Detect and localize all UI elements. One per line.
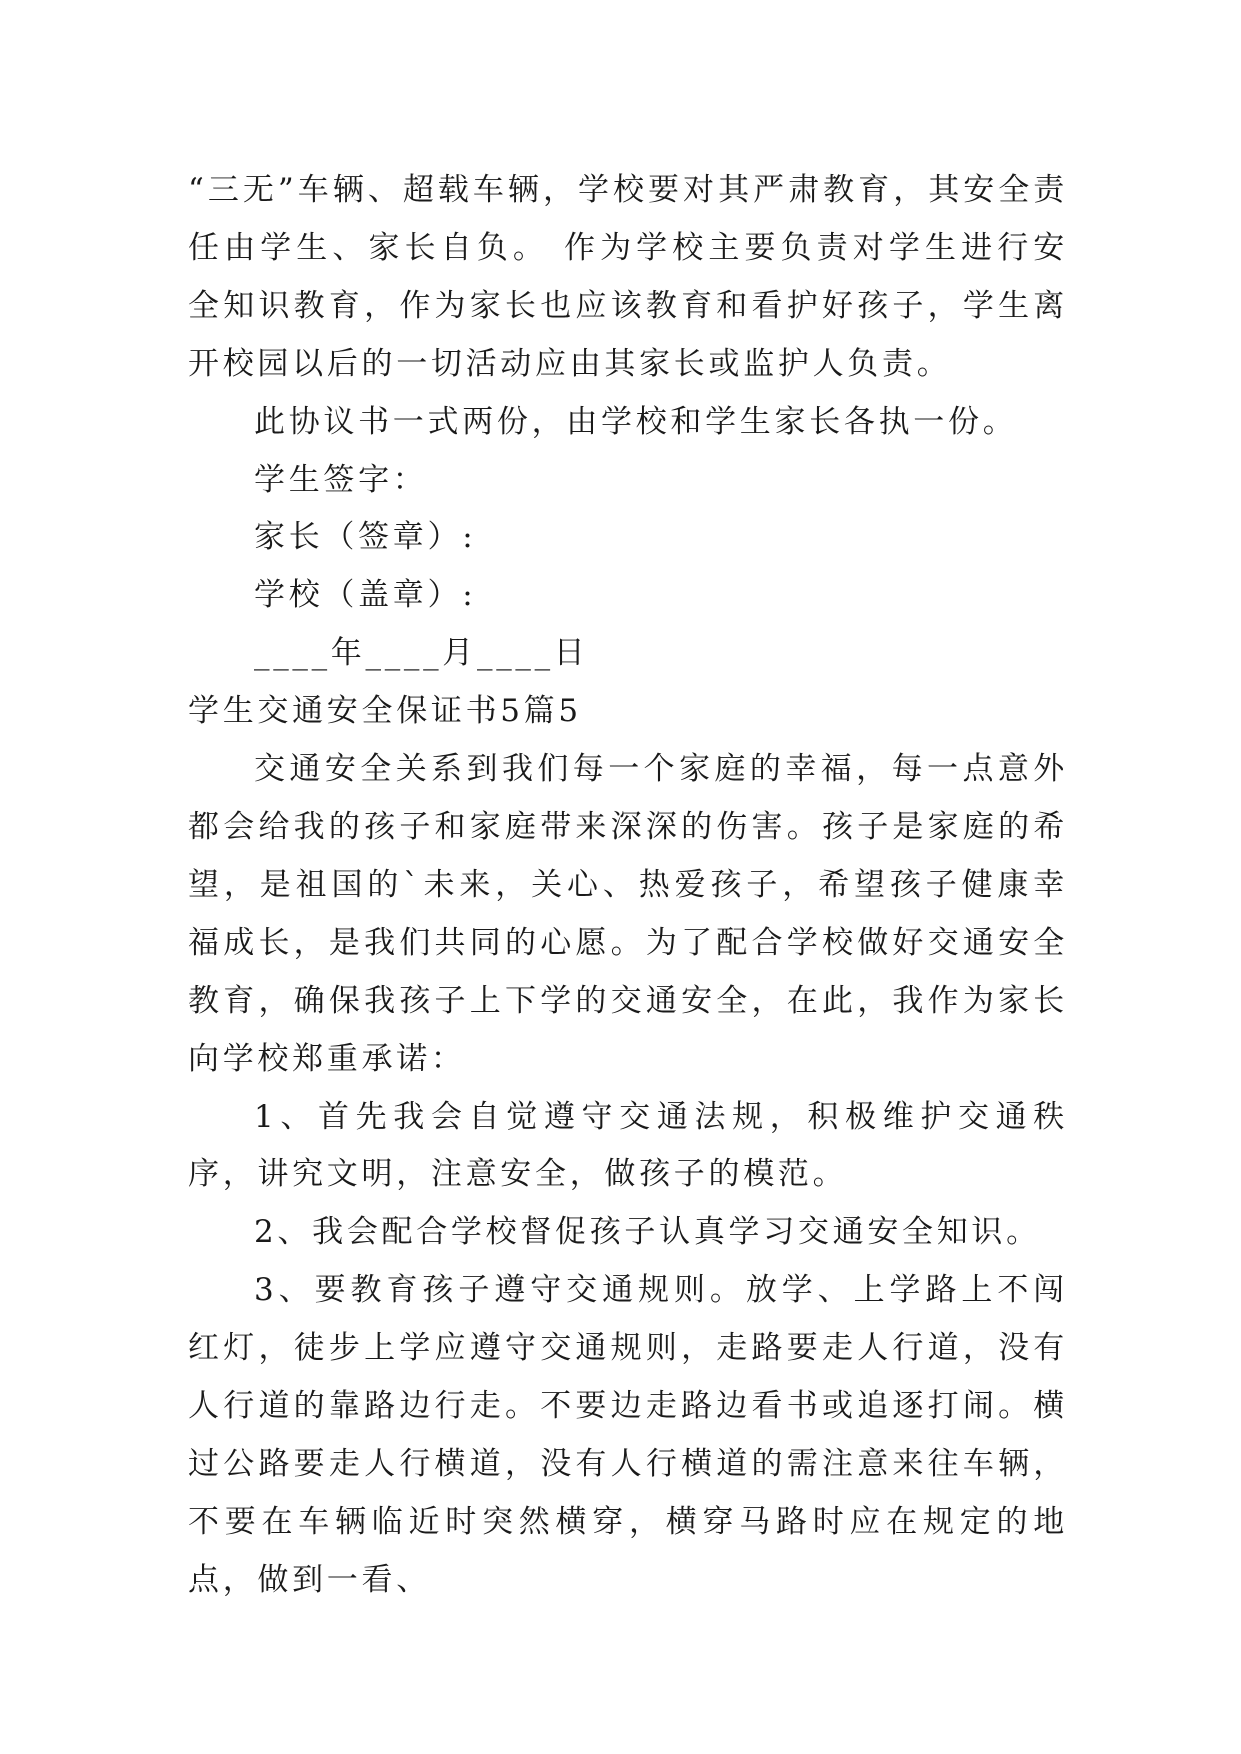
student-signature-line: 学生签字： — [254, 461, 428, 498]
copies-note: 此协议书一式两份，由学校和学生家长各执一份。 — [254, 403, 1018, 440]
school-seal-line: 学校（盖章）: — [254, 577, 477, 614]
commitment-paragraph: 交通安全关系到我们每一个家庭的幸福，每一点意外都会给我的孩子和家庭带来深深的伤害。孩子是家庭的希望，是祖国的`未来，关心、热爱孩子，希望孩子健康幸福成长，是我们共同的心愿。为了配合学校做好交通安全教育，确保我孩子上下学的交通安全，在此，我作为家长向学校郑重承诺： — [188, 751, 1068, 1077]
list-item-1: 1、首先我会自觉遵守交通法规，积极维护交通秩序，讲究文明，注意安全，做孩子的模范。 — [188, 1098, 1068, 1193]
parent-signature-line: 家长（签章）: — [254, 519, 477, 556]
date-line: ____年____月____日 — [254, 635, 589, 672]
section-title: 学生交通安全保证书5篇5 — [188, 693, 582, 730]
list-item-3: 3、要教育孩子遵守交通规则。放学、上学路上不闯红灯，徒步上学应遵守交通规则，走路要走人行道，没有人行道的靠路边行走。不要边走路边看书或追逐打闹。横过公路要走人行横道，没有人行横道的需注意来往车辆，不要在车辆临近时突然横穿，横穿马路时应在规定的地点，做到一看、 — [188, 1272, 1068, 1598]
list-item-2: 2、我会配合学校督促孩子认真学习交通安全知识。 — [254, 1214, 1041, 1251]
intro-paragraph-continued: “三无”车辆、超载车辆，学校要对其严肃教育，其安全责任由学生、家长自负。 作为学校主要负责对学生进行安全知识教育，作为家长也应该教育和看护好孩子，学生离开校园以后的一切活动应由其家长或监护人负责。 — [188, 172, 1068, 382]
document-body — [188, 162, 1068, 1610]
